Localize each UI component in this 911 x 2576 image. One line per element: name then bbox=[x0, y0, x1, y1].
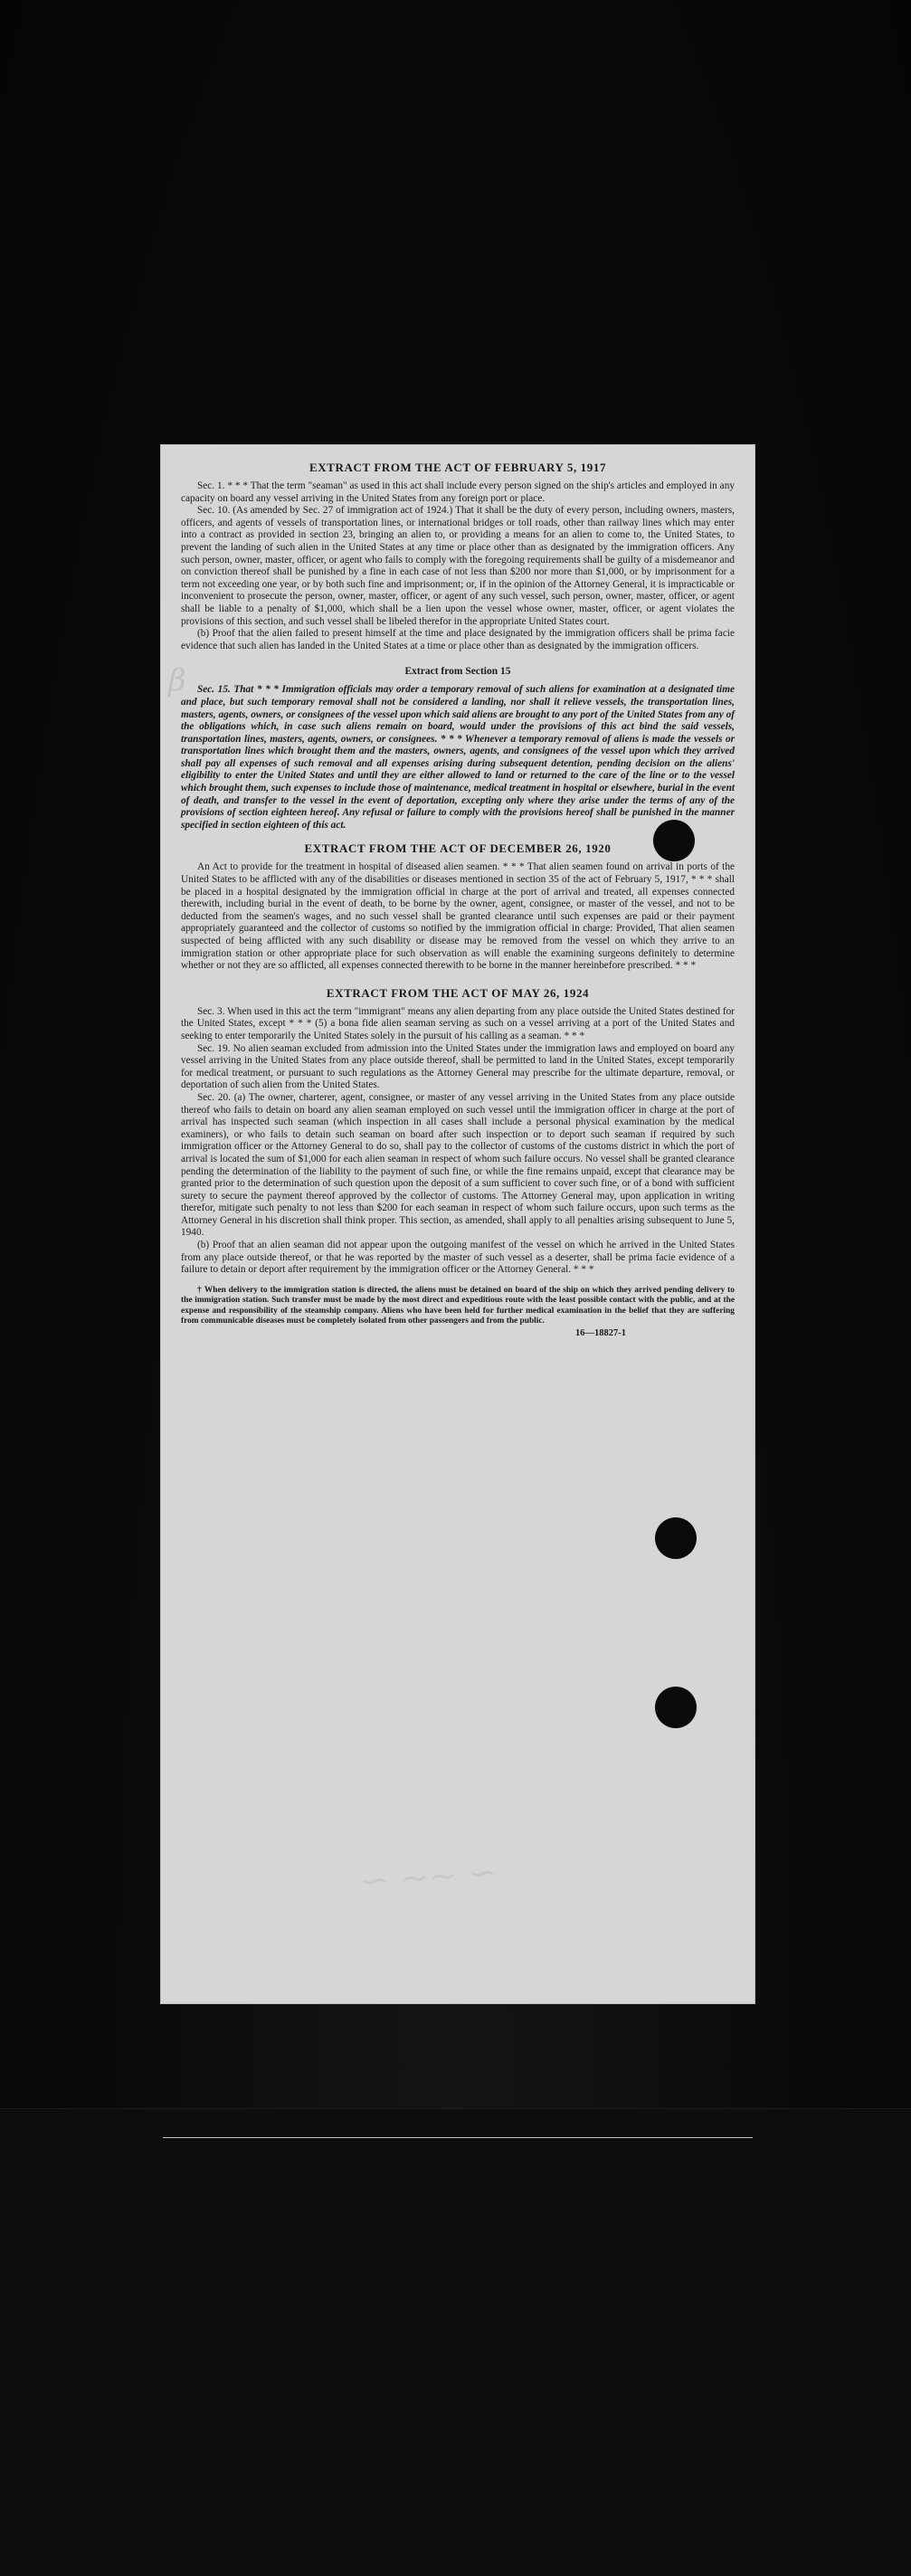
scanner-streak bbox=[163, 2137, 753, 2138]
form-code: 16—18827-1 bbox=[575, 1328, 626, 1339]
document-page bbox=[161, 445, 754, 2003]
handwritten-signature-bleed: ∽ ∼∼ ∽ bbox=[358, 1851, 498, 1902]
heading-act-1920: EXTRACT FROM THE ACT OF DECEMBER 26, 1920 bbox=[304, 841, 612, 856]
act-1920-text: An Act to provide for the treatment in hospital of diseased alien seamen. * * * That alien seamen found on arrival in ports of the United States to be afflicted with any of the disabilities or diseases mentioned in section 35 of the act of February 5, 1917, * * * shall be placed in a hospital designated by the immigration official in charge at the port of arrival and treated, all expenses connected therewith, including burial in the event of death, to be borne by the owner, agent, consignee, or master of the vessel, and not to be deducted from the seamen's wages, and no such vessel shall be granted clearance until such expenses are paid or their payment appropriately guaranteed and the collector of customs so notified by the immigration official in charge: Provided, That alien seamen suspected of being afflicted with any such disability or disease may be removed from the vessel on which they arrive to an immigration station or other appropriate place for such observation as will enable the examining surgeons definitely to determine whether or not they are so afflicted, all expenses connected therewith to be borne in the manner hereinbefore prescribed. * * * bbox=[181, 861, 735, 972]
heading-act-1917: EXTRACT FROM THE ACT OF FEBRUARY 5, 1917 bbox=[308, 461, 607, 474]
footnote-text: † When delivery to the immigration station is directed, the aliens must be detained on board of the ship on which they arrived pending delivery to the immigration station. Such transfer must be made by the most direct and expeditious route with the least possible contact with the public, and at the expense and responsibility of the steamship company. Aliens who have been held for further medical examination in the belief that they are suffering from communicable diseases must be completely isolated from other passengers and from the public. bbox=[181, 1285, 735, 1326]
section-10: Sec. 10. (As amended by Sec. 27 of immigration act of 1924.) That it shall be the duty of every person, including owners, masters, officers, and agents of vessels of transportation lines, or international bridges or toll roads, other than railway lines which may enter into a contract as provided in section 23, bringing an alien to, or providing a means for an alien to come to, the United States, to prevent the landing of such alien in the United States at any time or place other than as designated by the immigration officers. Any such person, owner, master, officer, or agent who fails to comply with the foregoing requirements shall be guilty of a misdemeanor and on conviction thereof shall be punished by a fine in each case of not less than $200 nor more than $1,000, or by imprisonment for a term not exceeding one year, or by both such fine and imprisonment; or, if in the opinion of the Attorney General, it is impracticable or inconvenient to prosecute the person, owner, master, officer, or agent of any such vessel, such person, owner, master, officer, or agent shall be liable to a penalty of $1,000, which shall be a lien upon the vessel whose owner, master, officer, or agent violates the provisions of this section, and such vessel shall be libeled therefor in the appropriate United States court. bbox=[181, 505, 735, 627]
footnote bbox=[181, 1286, 735, 1327]
scanner-lower-band bbox=[0, 2108, 911, 2576]
section-3: Sec. 3. When used in this act the term "immigrant" means any alien departing from any place outside the United States destined for the United States, except * * * (5) a bona fide alien seaman serving as such on a vessel arriving at a port of the United States and seeking to enter temporarily the United States solely in the pursuit of his calling as a seaman. * * * bbox=[181, 1005, 735, 1041]
section-1: Sec. 1. * * * That the term "seaman" as used in this act shall include every person signed on the ship's articles and employed in any capacity on board any vessel arriving in the United States from any foreign port or place. bbox=[181, 480, 735, 504]
punch-hole bbox=[655, 1687, 697, 1728]
section-19: Sec. 19. No alien seaman excluded from admission into the United States under the immigration laws and employed on board any vessel arriving in the United States from any place outside thereof, shall be permitted to land in the United States, except temporarily for medical treatment, or pursuant to such regulations as the Attorney General may prescribe for the ultimate departure, removal, or deportation of such alien from the United States. bbox=[181, 1042, 735, 1091]
section-20-b: (b) Proof that an alien seaman did not appear upon the outgoing manifest of the vessel on which he arrived in the United States from any place outside thereof, or that he was reported by the master of such vessel as a deserter, shall be prima facie evidence of a failure to detain or deport after requirement by the immigration officer or the Attorney General. * * * bbox=[181, 1240, 735, 1276]
heading-section-15: Extract from Section 15 bbox=[404, 666, 511, 678]
section-15: Sec. 15. That * * * Immigration officials may order a temporary removal of such aliens for examination at a designated time and place, but such temporary removal shall not be considered a landing, nor shall it relieve vessels, the transportation lines, masters, agents, owners, or consignees of the vessel upon which said aliens are brought to any port of the United States from any of the obligations which, in case such aliens remain on board, would under the provisions of this act bind the said vessels, transportation lines, masters, agents, owners, or consignees. * * * Whenever a temporary removal of aliens is made the vessels or transportation lines which brought them and the masters, owners, agents, and consignees of the vessel upon which they arrived shall pay all expenses of such removal and all expenses arising during subsequent detention, pending decision on the aliens' eligibility to enter the United States and until they are either allowed to land or returned to the care of the line or to the vessel which brought them, such expenses to include those of maintenance, medical treatment in hospital or elsewhere, burial in the event of death, and transfer to the vessel in the event of deportation, excepting only where they arise under the terms of any of the provisions of section eighteen hereof. Any refusal or failure to comply with the provisions hereof shall be punished in the manner specified in section eighteen of this act. bbox=[181, 684, 735, 831]
section-20-a: Sec. 20. (a) The owner, charterer, agent, consignee, or master of any vessel arriving in the United States from any place outside thereof who fails to detain on board any alien seaman employed on such vessel until the immigration officer in charge at the port of arrival has inspected such seaman (which inspection in all cases shall include a personal physical examination by the medical examiners), or who fails to detain such seaman on board after such inspection or to deport such seaman if required by such immigration officer or the Attorney General to do so, shall pay to the collector of customs of the customs district in which the port of arrival is located the sum of $1,000 for each alien seaman in respect of whom such failure occurs. No vessel shall be granted clearance pending the determination of the liability to the payment of such fine, or while the fine remains unpaid, except that clearance may be granted prior to the determination of such question upon the deposit of a sum sufficient to cover such fine, or of a bond with sufficient surety to secure the payment thereof approved by the collector of customs. The Attorney General may, upon application in writing therefor, mitigate such penalty to not less than $200 for each seaman in respect of whom such failure occurs, upon such terms as the Attorney General in his discretion shall think proper. This section, as amended, shall apply to all penalties arising subsequent to June 5, 1940. bbox=[181, 1091, 735, 1239]
document-text bbox=[181, 460, 735, 1338]
handwritten-mark: β bbox=[168, 662, 186, 699]
punch-hole bbox=[655, 1517, 697, 1559]
section-10-b: (b) Proof that the alien failed to present himself at the time and place designated by the immigration officers shall be prima facie evidence that such alien has landed in the United States at a time or place other than as designated by the immigration officers. bbox=[181, 628, 735, 651]
punch-hole bbox=[653, 820, 695, 861]
heading-act-1924: EXTRACT FROM THE ACT OF MAY 26, 1924 bbox=[326, 985, 590, 1000]
